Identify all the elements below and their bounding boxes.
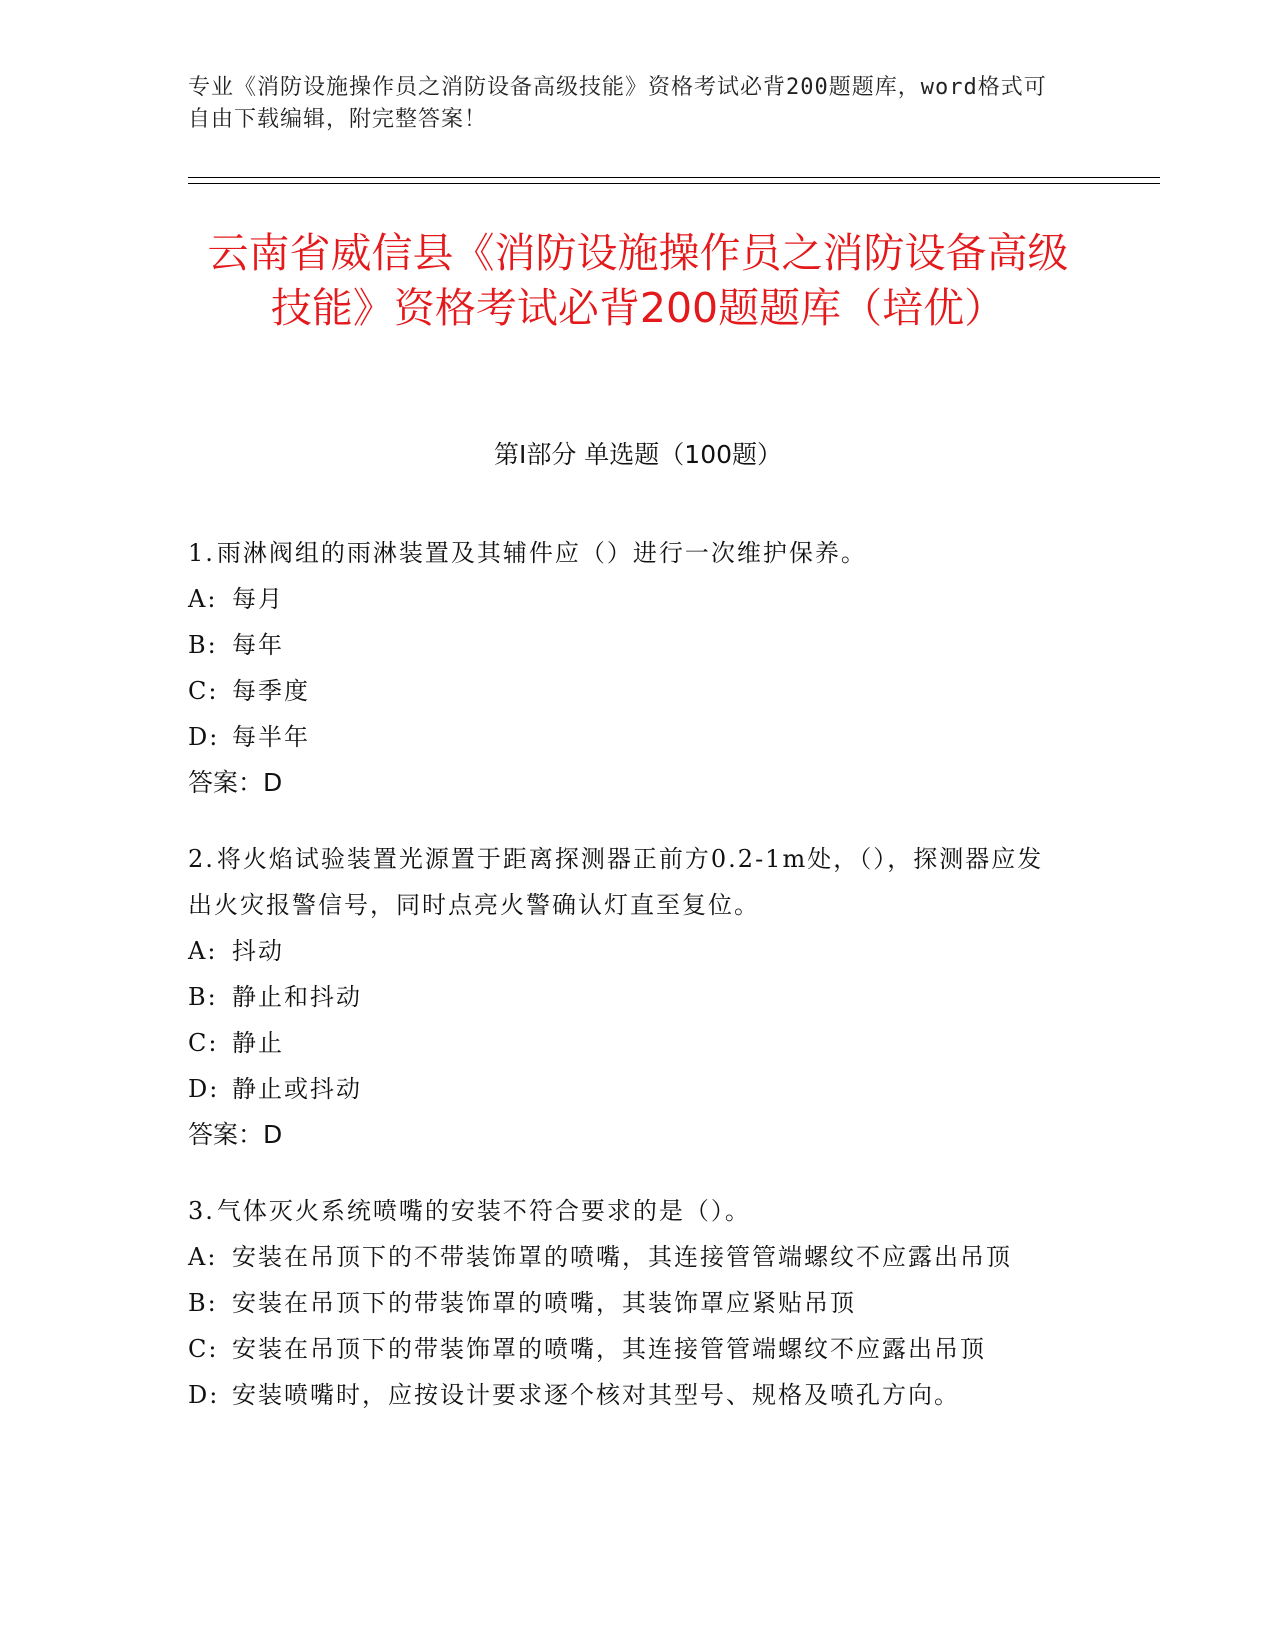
option-b [188,1280,1068,1326]
option-text: 每月 [232,585,284,613]
option-text: 每年 [232,631,284,659]
header-divider-top [188,177,1160,178]
option-letter: A: [188,585,218,613]
option-letter: B: [188,1289,218,1317]
option-text: 安装在吊顶下的带装饰罩的喷嘴，其装饰罩应紧贴吊顶 [232,1289,856,1317]
question-list [188,530,1068,1448]
question-text: 雨淋阀组的雨淋装置及其辅件应（）进行一次维护保养。 [216,539,867,567]
option-text: 每半年 [232,723,310,751]
option-b [188,622,1068,668]
option-c [188,1020,1068,1066]
question-stem [188,530,1068,576]
option-letter: C: [188,1029,219,1057]
option-text: 静止和抖动 [232,983,362,1011]
option-letter: D: [188,1075,220,1103]
option-b [188,974,1068,1020]
option-letter: D: [188,1381,220,1409]
question-stem [188,836,1068,928]
header-note: 专业《消防设施操作员之消防设备高级技能》资格考试必背200题题库，word格式可自由下载编辑，附完整答案！ [188,75,1047,132]
option-letter: A: [188,1243,218,1271]
header-divider-bottom [188,183,1160,184]
option-a [188,928,1068,974]
question-number: 3. [188,1197,215,1225]
option-letter: C: [188,1335,219,1363]
option-a [188,576,1068,622]
option-letter: D: [188,723,220,751]
answer-line: 答案：D [188,768,283,797]
option-c [188,1326,1068,1372]
option-letter: A: [188,937,218,965]
option-text: 抖动 [232,937,284,965]
question-1 [188,530,1068,806]
option-text: 每季度 [232,677,310,705]
option-letter: B: [188,983,218,1011]
option-a [188,1234,1068,1280]
option-d [188,714,1068,760]
option-text: 安装在吊顶下的带装饰罩的喷嘴，其连接管管端螺纹不应露出吊顶 [232,1335,986,1363]
question-number: 1. [188,539,215,567]
answer-line: 答案：D [188,1120,283,1149]
option-text: 安装在吊顶下的不带装饰罩的喷嘴，其连接管管端螺纹不应露出吊顶 [232,1243,1012,1271]
question-text: 将火焰试验装置光源置于距离探测器正前方0.2-1m处，（），探测器应发出火灾报警信号，同时点亮火警确认灯直至复位。 [188,845,1044,919]
question-stem [188,1188,1068,1234]
option-text: 静止或抖动 [232,1075,362,1103]
option-text: 静止 [232,1029,284,1057]
question-2 [188,836,1068,1158]
option-letter: B: [188,631,218,659]
question-number: 2. [188,845,215,873]
question-text: 气体灭火系统喷嘴的安装不符合要求的是（）。 [216,1197,751,1225]
section-heading: 第Ⅰ部分 单选题（100题） [493,440,783,469]
question-3 [188,1188,1068,1418]
option-c [188,668,1068,714]
option-letter: C: [188,677,219,705]
option-d [188,1066,1068,1112]
option-d [188,1372,1068,1418]
document-title: 云南省威信县《消防设施操作员之消防设备高级技能》资格考试必背200题题库（培优） [207,229,1069,332]
option-text: 安装喷嘴时，应按设计要求逐个核对其型号、规格及喷孔方向。 [232,1381,960,1409]
